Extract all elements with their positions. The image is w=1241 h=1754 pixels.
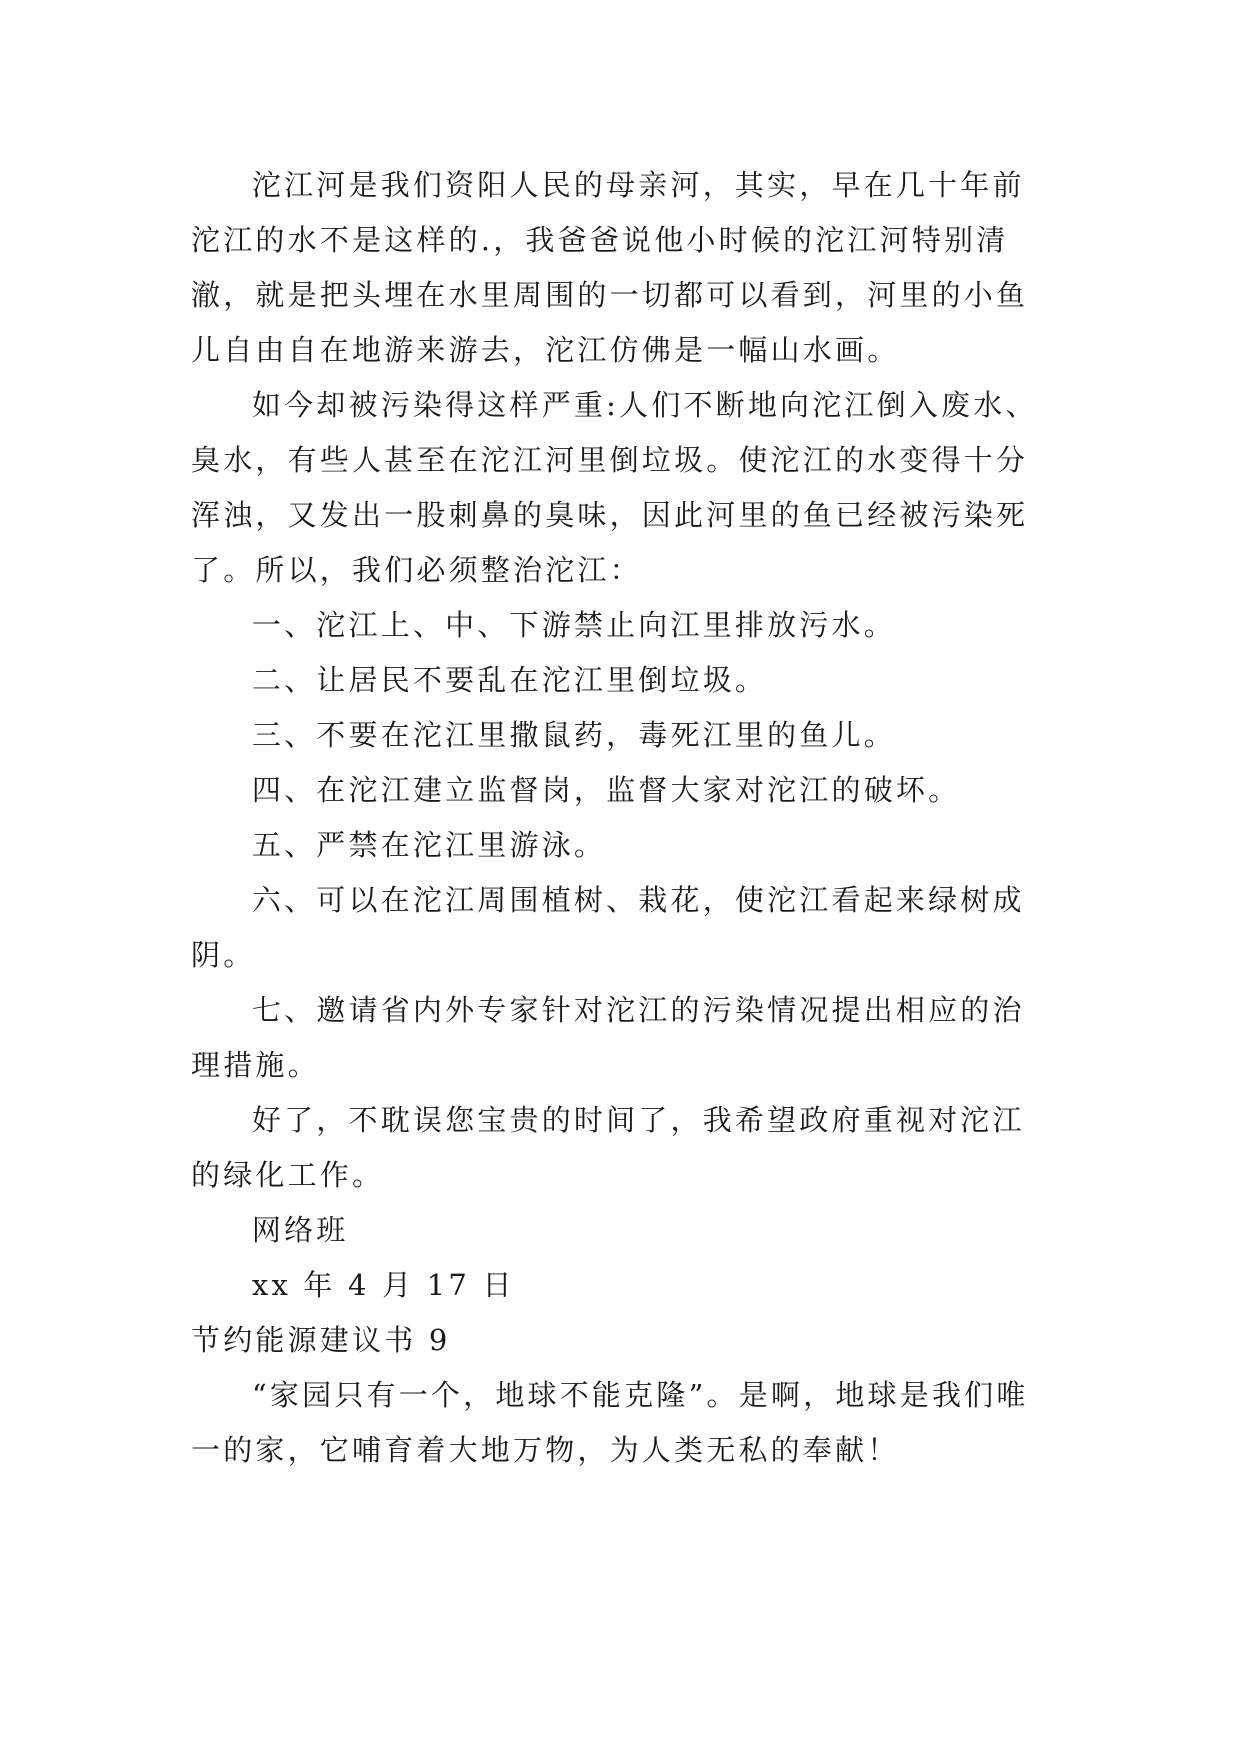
list-item: 一、沱江上、中、下游禁止向江里排放污水。 (251, 608, 896, 642)
section-title: 节约能源建议书 9 (191, 1323, 451, 1357)
paragraph: 沱江河是我们资阳人民的母亲河，其实，早在几十年前沱江的水不是这样的.，我爸爸说他小时候的沱江河特别清澈，就是把头埋在水里周围的一切都可以看到，河里的小鱼儿自由自在地游来游去，沱江仿佛是一幅山水画。 (191, 168, 1029, 367)
list-item: 五、严禁在沱江里游泳。 (251, 828, 607, 862)
list-item: 六、可以在沱江周围植树、栽花，使沱江看起来绿树成阴。 (191, 883, 1025, 972)
list-item: 七、邀请省内外专家针对沱江的污染情况提出相应的治理措施。 (191, 993, 1025, 1082)
list-item: 四、在沱江建立监督岗，监督大家对沱江的破坏。 (251, 773, 961, 807)
paragraph: 如今却被污染得这样严重:人们不断地向沱江倒入废水、臭水，有些人甚至在沱江河里倒垃圾。使沱江的水变得十分浑浊，又发出一股刺鼻的臭味，因此河里的鱼已经被污染死了。所以，我们必须整治沱江： (191, 388, 1038, 587)
list-item: 二、让居民不要乱在沱江里倒垃圾。 (251, 663, 768, 697)
signature-date: xx 年 4 月 17 日 (251, 1268, 515, 1302)
document-body (191, 158, 1053, 1478)
signature-name: 网络班 (251, 1213, 349, 1247)
paragraph: “家园只有一个，地球不能克隆”。是啊，地球是我们唯一的家，它哺育着大地万物，为人类无私的奉献！ (191, 1378, 1029, 1467)
list-item: 三、不要在沱江里撒鼠药，毒死江里的鱼儿。 (251, 718, 896, 752)
paragraph: 好了，不耽误您宝贵的时间了，我希望政府重视对沱江的绿化工作。 (191, 1103, 1025, 1192)
